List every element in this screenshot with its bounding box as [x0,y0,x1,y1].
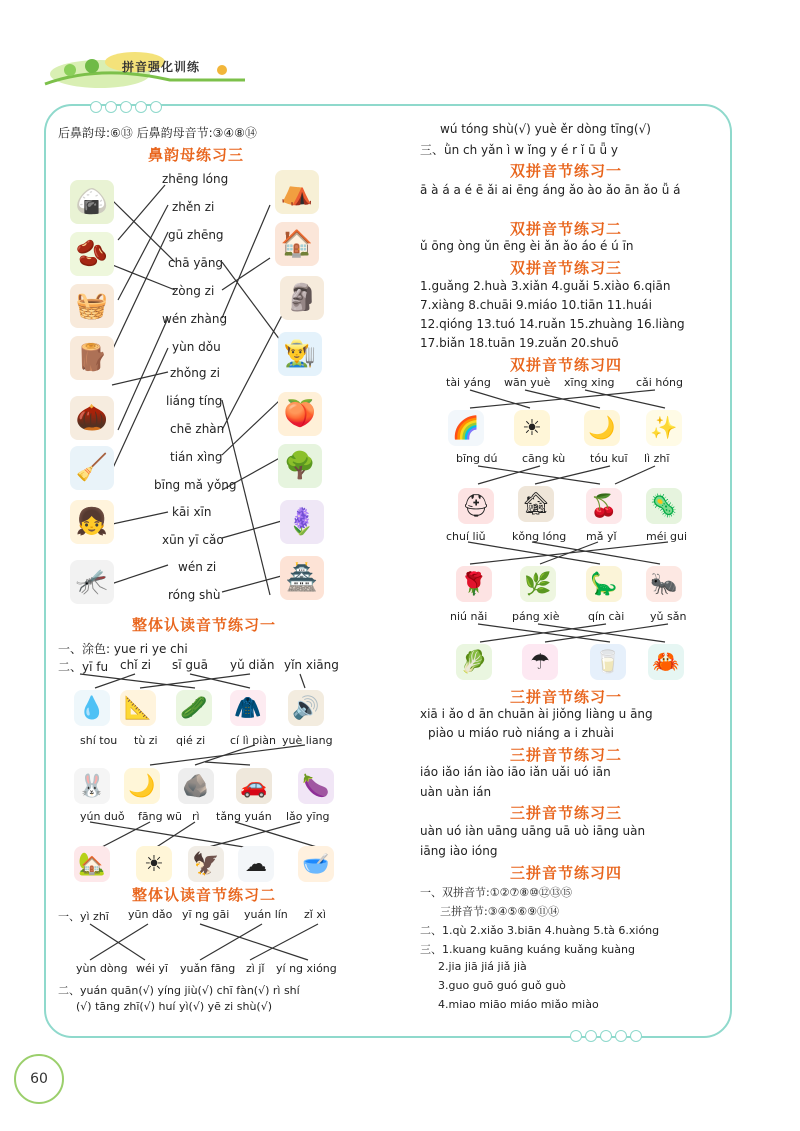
sec3-top-word-1: 一、yì zhī [58,910,109,923]
s3-line-4: 17.biǎn 18.tuān 19.zuǎn 20.shuō [420,336,619,350]
word-6: wén zhàng [162,312,228,326]
sec2-coloring-line: 一、涂色: yue ri ye chi [58,642,188,656]
mosquito-icon: 🦟 [70,560,114,604]
stone-icon: 🪨 [178,768,214,804]
dinosaur-icon: 🦕 [586,566,622,602]
section-title-triple-1: 三拼音节练习一 [510,688,623,706]
section-title-double-2: 双拼音节练习二 [510,220,623,238]
s4-row2-word-1: bīng dú [456,452,498,465]
right-line0: wú tóng shù(√) yuè ěr dòng tīng(√) [440,122,651,136]
ruler-icon: 📐 [120,690,156,726]
t4-line-4: 三、1.kuang kuāng kuáng kuǎng kuàng [420,943,635,956]
tangyuan-icon: 🥣 [298,846,334,882]
word-9: liáng tíng [166,394,223,408]
word-14: xūn yī cǎo [162,533,224,547]
house-icon: 🏡 [74,846,110,882]
net-tent-icon: ⛺ [275,170,319,214]
s4-row4-word-2: páng xiè [512,610,560,623]
bean-icon: 🫘 [70,232,114,276]
sec3-bot-word-3: yuǎn fāng [180,962,236,975]
sec3-bot-word-2: wéi yī [136,962,168,975]
rose-icon: 🌹 [456,566,492,602]
s4-row2-word-2: cāng kù [522,452,566,465]
stars-icon: ✨ [646,410,682,446]
lavender-icon: 🪻 [280,500,324,544]
word-16: róng shù [168,588,221,602]
sec2-bot-word-2: fāng wū [138,810,183,823]
sec2-mid-word-1: shí tou [80,734,118,747]
virus-icon: 🦠 [646,488,682,524]
s4-row1-word-4: cǎi hóng [636,376,683,389]
t2-line-2: uàn uàn ián [420,785,492,799]
sec2-top-word-3: sī guā [172,658,208,672]
loofah-icon: 🥒 [176,690,212,726]
s4-row1-word-2: wān yuè [504,376,551,389]
farmer-planting-icon: 👨‍🌾 [278,332,322,376]
section-title-triple-2: 三拼音节练习二 [510,746,623,764]
s4-row3-word-3: mǎ yǐ [586,530,617,543]
sec2-mid-word-4: cí lì piàn [230,734,276,747]
sec2-bot-word-4: tǎng yuán [216,810,272,823]
t3-line-1: uàn uó iàn uāng uāng uā uò iāng uàn [420,824,646,838]
willow-icon: 🌿 [520,566,556,602]
t4-line-5: 2.jia jiā jiá jiǎ jià [438,960,527,973]
word-3: gū zhēng [168,228,224,242]
zongzi-icon: 🍙 [70,180,114,224]
milk-carton-icon: 🥛 [590,644,626,680]
sec3-top-word-4: yuán lín [244,908,288,921]
cloud-icon: ☁ [238,846,274,882]
sec3-answer-line-1: 二、yuán quān(√) yíng jiù(√) chī fàn(√) rì shí [58,984,300,997]
iron-icon: 🧹 [70,446,114,490]
eagle-icon: 🦅 [188,846,224,882]
s4-row3-word-2: kǒng lóng [512,530,567,543]
word-8: zhǒng zi [170,366,220,380]
s4-row4-word-3: qín cài [588,610,625,623]
pencil-stick-icon: 🪵 [70,336,114,380]
s1-answers: ā à á a é ē ǎi ai ēng áng ǎo ào ǎo ān ǎo ǚ á [420,183,681,197]
page-number: 60 [14,1054,64,1104]
celery-icon: 🥬 [456,644,492,680]
s3-line-1: 1.guǎng 2.huà 3.xiǎn 4.guǎi 5.xiào 6.qiān [420,279,671,293]
sec3-top-word-3: yī ng gāi [182,908,230,921]
sec2-mid-word-3: qié zi [176,734,206,747]
word-11: tián xìng [170,450,223,464]
sec3-top-word-2: yūn dǎo [128,908,173,921]
section-title-whole-1: 整体认读音节练习一 [132,616,277,634]
magnet-car-icon: 🚗 [236,768,272,804]
s4-row2-word-4: lì zhī [644,452,670,465]
right-line1: 三、ǜn ch yǎn ì w ǐng y é r ǐ ū ǖ y [420,143,619,157]
rabbit-icon: 🐰 [74,768,110,804]
helmet-icon: ⛑ [458,488,494,524]
rain-icon: 💧 [74,690,110,726]
word-5: zòng zi [172,284,215,298]
clothes-icon: 🧥 [230,690,266,726]
sec2-mid-word-2: tù zi [134,734,158,747]
word-4: chā yāng [168,256,224,270]
terracotta-warrior-icon: 🗿 [280,276,324,320]
word-2: zhěn zi [172,200,215,214]
sec2-top-word-1: 二、yī fu [58,660,109,674]
ant-icon: 🐜 [646,566,682,602]
sec2-mid-word-5: yuè liang [282,734,333,747]
sec2-top-word-4: yǔ diǎn [230,658,275,672]
word-12: bīng mǎ yǒng [154,478,237,492]
s4-row3-word-4: méi gui [646,530,688,543]
section-title-nasal-3: 鼻韵母练习三 [148,146,245,164]
section-title-triple-3: 三拼音节练习三 [510,804,623,822]
sec2-top-word-2: chǐ zi [120,658,151,672]
sec3-top-word-5: zǐ xì [304,908,326,921]
s4-row2-word-3: tóu kuī [590,452,628,465]
sun-icon-2: ☀ [514,410,550,446]
word-10: chē zhàn [170,422,225,436]
pavilion-icon: 🏯 [280,556,324,600]
s3-line-3: 12.qióng 13.tuó 14.ruǎn 15.zhuàng 16.liàng [420,317,685,331]
apricot-icon: 🍑 [278,392,322,436]
sec2-top-word-5: yǐn xiāng [284,658,339,672]
steamer-icon: 🧺 [70,284,114,328]
s4-row1-word-3: xīng xing [564,376,615,389]
section-title-triple-4: 三拼音节练习四 [510,864,623,882]
sec2-bot-word-1: yún duǒ [80,810,125,823]
crab-icon: 🦀 [648,644,684,680]
moon-icon: 🌙 [124,768,160,804]
t3-line-2: iāng iào ióng [420,844,498,858]
sec3-bot-word-1: yùn dòng [76,962,128,975]
sec2-bot-word-5: lǎo yīng [286,810,330,823]
girl-icon: 👧 [70,500,114,544]
t4-line-7: 4.miao miāo miáo miǎo miào [438,998,599,1011]
s4-row3-word-1: chuí liǔ [446,530,486,543]
s3-line-2: 7.xiàng 8.chuāi 9.miáo 10.tiān 11.huái [420,298,652,312]
sec2-bot-word-3: rì [192,810,200,823]
t1-line-2: piào u miáo ruò niáng a i zhuài [428,726,614,740]
header-title: 拼音强化训练 [122,60,201,74]
t4-line-2: 三拼音节:③④⑤⑥⑨⑪⑭ [440,905,560,918]
t4-line-6: 3.guo guō guó guǒ guò [438,979,566,992]
sun-icon: ☀ [136,846,172,882]
word-7: yùn dǒu [172,340,221,354]
umbrella-icon: ☂ [522,644,558,680]
word-15: wén zi [178,560,217,574]
left-top-note: 后鼻韵母:⑥⑬ 后鼻韵母音节:③④⑧⑭ [58,126,257,140]
s4-row4-word-1: niú nǎi [450,610,488,623]
word-13: kāi xīn [172,505,212,519]
rainbow-icon: 🌈 [448,410,484,446]
s2-answers: ǔ ōng òng ǔn ēng èi ǎn ǎo áo é ú īn [420,239,634,253]
t4-line-3: 二、1.qù 2.xiǎo 3.biān 4.huàng 5.tà 6.xióng [420,924,660,937]
lychee-icon: 🍒 [586,488,622,524]
eggplant-icon: 🍆 [298,768,334,804]
word-1: zhēng lóng [162,172,229,186]
sec3-bot-word-4: zì jǐ [246,962,265,975]
t1-line-1: xiā i ǎo d ān chuān ài jiǒng liàng u āng [420,707,653,721]
section-title-double-4: 双拼音节练习四 [510,356,623,374]
section-title-whole-2: 整体认读音节练习二 [132,886,277,904]
s4-row4-word-4: yǔ sǎn [650,610,687,623]
warehouse-icon: 🏚 [518,486,554,522]
section-title-double-1: 双拼音节练习一 [510,162,623,180]
section-title-double-3: 双拼音节练习三 [510,259,623,277]
crescent-moon-icon: 🌙 [584,410,620,446]
t4-line-1: 一、双拼音节:①②⑦⑧⑩⑫⑬⑮ [420,886,573,899]
station-icon: 🏠 [275,222,319,266]
t2-line-1: iáo iǎo ián iào iāo iǎn uǎi uó iān [420,765,611,779]
speaker-icon: 🔊 [288,690,324,726]
banyan-tree-icon: 🌳 [278,444,322,488]
s4-row1-word-1: tài yáng [446,376,491,389]
sec3-answer-line-2: (√) tāng zhī(√) huí yì(√) yē zi shù(√) [76,1000,273,1013]
seeds-icon: 🌰 [70,396,114,440]
sec3-bot-word-5: yí ng xióng [276,962,337,975]
